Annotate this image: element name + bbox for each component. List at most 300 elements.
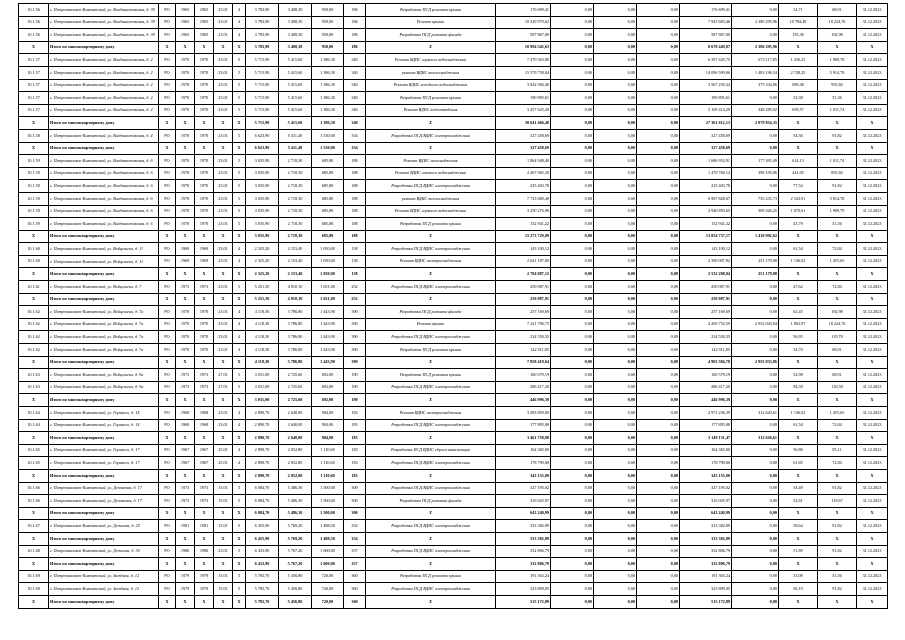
- table-cell: 10.1.59: [19, 167, 49, 180]
- table-cell: 2 052,80: [279, 457, 312, 470]
- table-cell: 904,00: [312, 432, 344, 445]
- table-cell: 316 045,97: [496, 495, 551, 508]
- table-cell: 2 325,20: [246, 268, 279, 281]
- table-cell: 673 117,85: [732, 54, 779, 67]
- table-cell: 91,82: [818, 129, 857, 142]
- table-cell: 1973: [176, 381, 195, 394]
- table-cell: 0,00: [551, 595, 594, 608]
- table-cell: РО: [159, 407, 176, 420]
- table-cell: 142 911,85: [680, 344, 732, 357]
- table-row: [19, 155, 888, 168]
- table-cell: 1968: [176, 407, 195, 420]
- table-cell: 0,00: [594, 268, 637, 281]
- table-cell: X: [214, 394, 233, 407]
- table-cell: 177 895,08: [496, 419, 551, 432]
- table-cell: Ремонт крыши: [366, 318, 496, 331]
- table-cell: X: [857, 507, 888, 520]
- table-cell: X: [214, 507, 233, 520]
- table-cell: 186: [344, 41, 366, 54]
- table-cell: 178 790,00: [496, 457, 551, 470]
- table-cell: Разработка ПСД ВДИС электроснабжения: [366, 180, 496, 193]
- table-cell: X: [214, 41, 233, 54]
- table-cell: 5 914,78: [818, 66, 857, 79]
- table-cell: 0,00: [637, 381, 680, 394]
- table-cell: г. Петропавловск-Камчатский, ул. Звездная, д. 12: [49, 583, 159, 596]
- table-cell: 10.1.61: [19, 281, 49, 294]
- table-cell: 0,00: [594, 306, 637, 319]
- table-cell: 3 149 131,47: [680, 432, 732, 445]
- table-cell: 0,00: [594, 595, 637, 608]
- table-cell: 188: [344, 230, 366, 243]
- table-cell: 1970: [176, 318, 195, 331]
- table-cell: 1 651,00: [312, 293, 344, 306]
- table-cell: 1 386,30: [312, 79, 344, 92]
- table-cell: X: [857, 394, 888, 407]
- table-cell: 1968: [176, 419, 195, 432]
- table-cell: 1 050,00: [312, 243, 344, 256]
- table-cell: РО: [159, 369, 176, 382]
- table-cell: X: [779, 117, 818, 130]
- table-cell: 5: [233, 583, 246, 596]
- table-cell: 0,00: [637, 142, 680, 155]
- table-cell: X: [19, 558, 49, 571]
- table-cell: 0,00: [637, 281, 680, 294]
- table-cell: 1 455,65: [818, 407, 857, 420]
- table-cell: 0,00: [551, 469, 594, 482]
- table-cell: 735 235,73: [732, 192, 779, 205]
- table-cell: X: [176, 558, 195, 571]
- table-cell: РО: [159, 255, 176, 268]
- table-cell: 3 786,80: [279, 356, 312, 369]
- table-cell: 23.01: [214, 16, 233, 29]
- table-cell: 3 109 414,28: [680, 104, 732, 117]
- table-cell: 2 386 295,96: [732, 16, 779, 29]
- table-cell: X: [159, 356, 176, 369]
- table-cell: 6 397 445,75: [680, 54, 732, 67]
- table-cell: 27.01: [214, 381, 233, 394]
- table-cell: 14 096 599,06: [680, 66, 732, 79]
- table-cell: 31.12.2023: [857, 457, 888, 470]
- table-cell: 10.1.62: [19, 344, 49, 357]
- table-cell: 0,00: [551, 331, 594, 344]
- table-cell: 62,45: [779, 306, 818, 319]
- table-cell: X: [214, 117, 233, 130]
- table-cell: 10 329 979,62: [496, 16, 551, 29]
- table-cell: 343 155,00: [680, 469, 732, 482]
- table-cell: 5 486,30: [279, 495, 312, 508]
- table-cell: 0,00: [637, 167, 680, 180]
- table-cell: 23.01: [214, 545, 233, 558]
- table-cell: X: [19, 268, 49, 281]
- table-cell: 0,00: [551, 394, 594, 407]
- table-cell: 390: [344, 356, 366, 369]
- table-cell: 0,00: [594, 369, 637, 382]
- table-cell: X: [366, 41, 496, 54]
- table-cell: 6 623,90: [246, 129, 279, 142]
- table-cell: X: [366, 268, 496, 281]
- table-cell: 23.01: [214, 331, 233, 344]
- table-cell: 2 052,80: [279, 444, 312, 457]
- table-cell: 191 363,24: [496, 570, 551, 583]
- table-cell: 23.01: [214, 155, 233, 168]
- table-cell: X: [779, 142, 818, 155]
- table-cell: 354: [344, 142, 366, 155]
- table-cell: 15.01: [214, 570, 233, 583]
- table-cell: 2 890,70: [246, 407, 279, 420]
- table-cell: X: [818, 469, 857, 482]
- table-cell: 132 941,22: [496, 218, 551, 231]
- table-cell: X: [176, 268, 195, 281]
- table-cell: 5: [233, 495, 246, 508]
- table-cell: 23.01: [214, 281, 233, 294]
- table-cell: 23.01: [214, 318, 233, 331]
- table-cell: РО: [159, 444, 176, 457]
- table-cell: 0,00: [637, 243, 680, 256]
- table-cell: РО: [159, 495, 176, 508]
- table-cell: X: [176, 356, 195, 369]
- table-cell: 10.1.66: [19, 495, 49, 508]
- table-cell: Разработка ПСД ремонта крыши: [366, 218, 496, 231]
- table-cell: 692,00: [312, 381, 344, 394]
- table-cell: 34,71: [779, 4, 818, 17]
- table-cell: 1970: [176, 54, 195, 67]
- table-row: [19, 255, 888, 268]
- table-cell: 3 031,00: [246, 369, 279, 382]
- table-cell: Разработка ПСД ВДИС электроснабжения: [366, 129, 496, 142]
- table-cell: 6 433,90: [246, 545, 279, 558]
- table-cell: 2 890,70: [246, 457, 279, 470]
- table-cell: 3 250 276,90: [496, 205, 551, 218]
- table-cell: X: [857, 293, 888, 306]
- table-cell: X: [19, 507, 49, 520]
- table-row: [19, 570, 888, 583]
- table-cell: 52,98: [779, 369, 818, 382]
- table-cell: X: [779, 532, 818, 545]
- table-cell: 10.1.57: [19, 54, 49, 67]
- table-cell: 31.12.2023: [857, 306, 888, 319]
- total-row: [19, 394, 888, 407]
- table-cell: 176 699,41: [680, 4, 732, 17]
- table-cell: 3 783,90: [246, 29, 279, 42]
- table-cell: 0,00: [551, 344, 594, 357]
- table-cell: X: [19, 469, 49, 482]
- table-cell: РО: [159, 583, 176, 596]
- table-cell: 31.12.2023: [857, 583, 888, 596]
- table-cell: 1979: [195, 583, 214, 596]
- table-cell: 1970: [176, 180, 195, 193]
- table-cell: 0,00: [732, 469, 779, 482]
- table-cell: 0,00: [551, 419, 594, 432]
- table-row: [19, 495, 888, 508]
- table-cell: 357: [344, 545, 366, 558]
- table-cell: 1973: [176, 495, 195, 508]
- table-cell: 0,00: [732, 281, 779, 294]
- table-cell: 5: [233, 155, 246, 168]
- table-cell: 2 052,80: [279, 469, 312, 482]
- table-cell: 0,00: [551, 205, 594, 218]
- table-cell: 0,00: [637, 306, 680, 319]
- table-cell: 190: [344, 369, 366, 382]
- table-cell: 950,00: [312, 16, 344, 29]
- table-cell: РО: [159, 92, 176, 105]
- table-cell: X: [818, 394, 857, 407]
- table-cell: 0,00: [637, 230, 680, 243]
- table-cell: Ремонт ВДИС водоотведения: [366, 104, 496, 117]
- table-cell: г. Петропавловск-Камчатский, ул. Горького, д. 14: [49, 419, 159, 432]
- table-cell: Итого по многоквартирному дому: [49, 394, 159, 407]
- table-cell: 950,00: [312, 29, 344, 42]
- table-cell: 1 500,00: [312, 495, 344, 508]
- table-cell: 0,00: [594, 167, 637, 180]
- table-cell: РО: [159, 104, 176, 117]
- table-cell: 0,00: [551, 167, 594, 180]
- table-cell: 390: [344, 306, 366, 319]
- table-row: [19, 419, 888, 432]
- table-cell: 10.1.62: [19, 331, 49, 344]
- table-cell: Разработка ПСД ремонта крыши: [366, 4, 496, 17]
- table-cell: 720,00: [312, 583, 344, 596]
- table-cell: X: [366, 230, 496, 243]
- table-cell: X: [176, 394, 195, 407]
- table-cell: Разработка ПСД ВДИС электроснабжения: [366, 583, 496, 596]
- table-cell: 0,00: [637, 419, 680, 432]
- table-cell: 251 179,08: [732, 268, 779, 281]
- table-cell: 0,00: [551, 356, 594, 369]
- table-cell: 23.01: [214, 419, 233, 432]
- table-cell: 0,00: [551, 381, 594, 394]
- table-cell: 1 386,30: [312, 54, 344, 67]
- table-cell: 396 105,06: [732, 167, 779, 180]
- table-cell: 0,00: [594, 381, 637, 394]
- table-cell: X: [214, 432, 233, 445]
- table-cell: X: [159, 507, 176, 520]
- table-cell: 0,00: [594, 4, 637, 17]
- table-cell: РО: [159, 344, 176, 357]
- table-cell: 0,00: [594, 356, 637, 369]
- table-cell: 3 786,80: [279, 306, 312, 319]
- table-cell: X: [19, 230, 49, 243]
- table-cell: г. Петропавловск-Камчатский, ул. Владивостокская, д. 6: [49, 205, 159, 218]
- table-cell: 7 723 069,40: [496, 192, 551, 205]
- table-cell: X: [857, 356, 888, 369]
- table-cell: X: [233, 469, 246, 482]
- table-cell: 5 783,70: [246, 570, 279, 583]
- table-cell: 143 100,12: [680, 243, 732, 256]
- table-cell: 5 769,20: [279, 520, 312, 533]
- table-cell: ремонт ВДИС теплоснабжения: [366, 192, 496, 205]
- table-cell: 1 050,00: [312, 268, 344, 281]
- table-cell: г. Петропавловск-Камчатский, ул. Деповская, д. 17: [49, 482, 159, 495]
- table-cell: 0,00: [732, 129, 779, 142]
- table-cell: 2 153,40: [279, 243, 312, 256]
- table-cell: 23.01: [214, 407, 233, 420]
- table-cell: 0,00: [637, 545, 680, 558]
- table-cell: X: [214, 356, 233, 369]
- table-cell: 340: [344, 79, 366, 92]
- table-cell: 18 224,76: [818, 318, 857, 331]
- total-row: [19, 595, 888, 608]
- table-cell: 0,00: [594, 444, 637, 457]
- table-cell: 340: [344, 92, 366, 105]
- table-cell: 91,82: [818, 520, 857, 533]
- table-cell: 31.12.2023: [857, 4, 888, 17]
- table-cell: X: [195, 469, 214, 482]
- table-cell: 1970: [176, 331, 195, 344]
- table-cell: X: [818, 558, 857, 571]
- table-cell: 2 718,30: [279, 192, 312, 205]
- table-cell: 0,00: [551, 255, 594, 268]
- table-cell: 0,00: [732, 394, 779, 407]
- table-cell: Разработка ПСД ВДИС электроснабжения: [366, 457, 496, 470]
- table-cell: 354: [344, 520, 366, 533]
- table-cell: X: [818, 230, 857, 243]
- table-cell: 0,00: [637, 129, 680, 142]
- table-cell: 31.12.2023: [857, 54, 888, 67]
- table-cell: 1970: [195, 306, 214, 319]
- table-cell: РО: [159, 16, 176, 29]
- table-cell: 2 784 087,12: [496, 268, 551, 281]
- table-cell: 1970: [176, 79, 195, 92]
- table-cell: 5 715,90: [246, 104, 279, 117]
- table-cell: 10.1.57: [19, 104, 49, 117]
- table-cell: 10.1.57: [19, 79, 49, 92]
- table-cell: X: [159, 595, 176, 608]
- table-cell: X: [857, 41, 888, 54]
- table-cell: 2 940 850,65: [680, 205, 732, 218]
- table-cell: 51,36: [818, 218, 857, 231]
- table-cell: 119,67: [818, 495, 857, 508]
- table-cell: г. Петропавловск-Камчатский, ул. Горького, д. 14: [49, 407, 159, 420]
- table-cell: X: [779, 394, 818, 407]
- table-cell: 15 273 729,09: [496, 230, 551, 243]
- table-cell: 1 110,60: [312, 457, 344, 470]
- table-cell: 348 285,92: [732, 104, 779, 117]
- table-cell: Разработка ПСД ремонта фасада: [366, 495, 496, 508]
- table-cell: 1967: [195, 444, 214, 457]
- table-cell: 1970: [195, 218, 214, 231]
- table-cell: 1970: [176, 205, 195, 218]
- table-row: [19, 407, 888, 420]
- table-cell: Ремонт ВДИС горячего водоснабжения: [366, 205, 496, 218]
- table-cell: РО: [159, 331, 176, 344]
- table-cell: 91,82: [818, 545, 857, 558]
- table-cell: 2 325,20: [246, 243, 279, 256]
- table-cell: 10.1.59: [19, 155, 49, 168]
- table-cell: X: [195, 595, 214, 608]
- table-cell: 5: [233, 205, 246, 218]
- table-cell: X: [214, 469, 233, 482]
- table-cell: 31.12.2023: [857, 129, 888, 142]
- table-cell: 0,00: [732, 595, 779, 608]
- table-cell: Разработка ПСД ВДИС электроснабжения: [366, 331, 496, 344]
- table-cell: 1 443,90: [312, 356, 344, 369]
- table-cell: X: [366, 394, 496, 407]
- table-cell: Итого по многоквартирному дому: [49, 469, 159, 482]
- table-cell: X: [779, 469, 818, 482]
- table-cell: 0,00: [594, 457, 637, 470]
- table-cell: Итого по многоквартирному дому: [49, 356, 159, 369]
- table-cell: 4 118,30: [246, 318, 279, 331]
- table-cell: 23.01: [214, 129, 233, 142]
- table-cell: 2 641 187,00: [496, 255, 551, 268]
- table-cell: 3 035,90: [246, 180, 279, 193]
- table-cell: X: [857, 595, 888, 608]
- table-cell: 2 325,20: [246, 255, 279, 268]
- total-row: [19, 41, 888, 54]
- table-cell: 91,82: [818, 180, 857, 193]
- table-cell: г. Петропавловск-Камчатский, ул. Владивостокская, д. 2: [49, 79, 159, 92]
- table-cell: 0,00: [732, 243, 779, 256]
- table-cell: 31.12.2023: [857, 444, 888, 457]
- table-cell: 10.1.66: [19, 482, 49, 495]
- document-page: [18, 3, 887, 609]
- table-cell: 164 365,00: [496, 444, 551, 457]
- table-cell: 0,00: [551, 16, 594, 29]
- table-cell: 54,36: [779, 129, 818, 142]
- table-cell: 186: [344, 16, 366, 29]
- table-cell: 31.12.2023: [857, 180, 888, 193]
- table-cell: 10.1.59: [19, 192, 49, 205]
- table-cell: 4: [233, 4, 246, 17]
- table-cell: 1979: [195, 570, 214, 583]
- table-cell: X: [159, 469, 176, 482]
- table-cell: 3 783,90: [246, 41, 279, 54]
- table-cell: 7 858 418,64: [496, 356, 551, 369]
- table-cell: 1 443,90: [312, 344, 344, 357]
- table-cell: X: [176, 230, 195, 243]
- table-cell: 0,00: [732, 495, 779, 508]
- table-cell: 5 486,30: [279, 482, 312, 495]
- table-cell: 5 715,90: [246, 117, 279, 130]
- table-cell: РО: [159, 570, 176, 583]
- table-cell: 5 769,20: [279, 532, 312, 545]
- table-cell: 1965: [176, 29, 195, 42]
- table-cell: 234 550,35: [680, 331, 732, 344]
- table-cell: 1 443,90: [312, 331, 344, 344]
- table-cell: 23.01: [214, 29, 233, 42]
- table-cell: РО: [159, 381, 176, 394]
- table-cell: РО: [159, 54, 176, 67]
- table-cell: 1970: [176, 155, 195, 168]
- table-cell: 340: [344, 66, 366, 79]
- table-cell: 0,00: [637, 570, 680, 583]
- table-cell: 33,38: [779, 92, 818, 105]
- table-cell: 685,80: [312, 205, 344, 218]
- table-cell: X: [857, 230, 888, 243]
- table-cell: 15 579 758,04: [496, 66, 551, 79]
- table-cell: 327 195,02: [680, 482, 732, 495]
- table-cell: 659,57: [779, 104, 818, 117]
- table-cell: 1970: [195, 192, 214, 205]
- table-cell: 56,19: [779, 583, 818, 596]
- table-cell: X: [159, 432, 176, 445]
- table-cell: 1980: [176, 545, 195, 558]
- table-cell: 300: [344, 507, 366, 520]
- table-cell: 5 715,90: [246, 79, 279, 92]
- table-cell: РО: [159, 419, 176, 432]
- table-cell: X: [818, 356, 857, 369]
- table-cell: 190: [344, 394, 366, 407]
- table-cell: 10.1.57: [19, 66, 49, 79]
- table-cell: X: [233, 507, 246, 520]
- table-cell: 0,00: [594, 66, 637, 79]
- table-cell: 10.1.56: [19, 29, 49, 42]
- table-cell: X: [857, 469, 888, 482]
- table-cell: 0,00: [551, 79, 594, 92]
- table-cell: 160 579,19: [496, 369, 551, 382]
- table-cell: 0,00: [637, 293, 680, 306]
- table-cell: РО: [159, 218, 176, 231]
